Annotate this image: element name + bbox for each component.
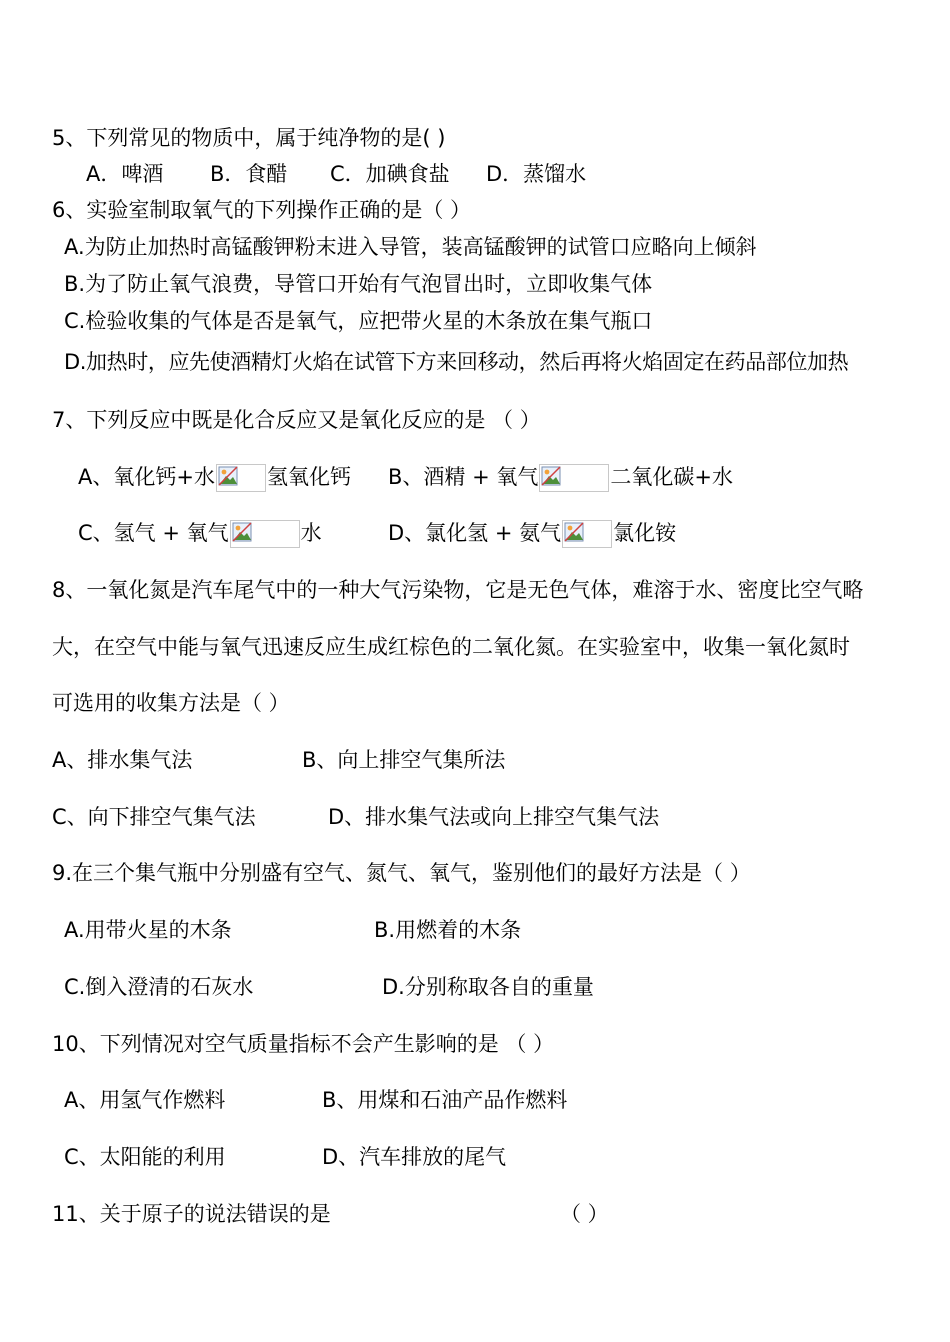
question-9-option-d: D.分别称取各自的重量 [382,975,594,999]
products-b: 二氧化碳+水 [610,465,733,489]
reactants-b: B、酒精 + 氧气 [388,465,539,489]
question-10-option-c: C、太阳能的利用 [64,1145,226,1169]
question-8-stem-line-1: 8、一氧化氮是汽车尾气中的一种大气污染物，它是无色气体，难溶于水、密度比空气略 [52,578,864,602]
question-8-stem-line-3: 可选用的收集方法是（ ） [52,691,290,715]
question-9-stem: 9.在三个集气瓶中分别盛有空气、氮气、氧气，鉴别他们的最好方法是（ ） [52,861,751,885]
question-8-option-d: D、排水集气法或向上排空气集气法 [328,805,660,829]
products-a: 氢氧化钙 [266,465,351,489]
question-5-option-c: C．加碘食盐 [330,162,450,186]
question-7-option-b [388,464,733,492]
reactants-d: D、氯化氢 + 氨气 [388,521,562,545]
question-9-option-a: A.用带火星的木条 [64,918,232,942]
reactants-a: A、氧化钙+水 [78,465,215,489]
question-8-option-b: B、向上排空气集所法 [302,748,506,772]
question-5-stem: 5、下列常见的物质中，属于纯净物的是( ) [52,126,446,150]
products-d: 氯化铵 [613,521,677,545]
broken-image-icon [230,520,300,548]
question-11-stem: 11、关于原子的说法错误的是 [52,1202,331,1226]
question-8-stem-line-2: 大，在空气中能与氧气迅速反应生成红棕色的二氧化氮。在实验室中，收集一氧化氮时 [52,635,850,659]
question-9-option-c: C.倒入澄清的石灰水 [64,975,254,999]
question-10-option-a: A、用氢气作燃料 [64,1088,226,1112]
question-6-option-b: B.为了防止氧气浪费，导管口开始有气泡冒出时，立即收集气体 [64,272,653,296]
products-c: 水 [300,521,322,545]
question-5-option-a: A．啤酒 [86,162,164,186]
question-6-stem: 6、实验室制取氧气的下列操作正确的是（ ） [52,198,472,222]
question-6-option-c: C.检验收集的气体是否是氧气，应把带火星的木条放在集气瓶口 [64,309,653,333]
question-10-option-b: B、用煤和石油产品作燃料 [322,1088,568,1112]
question-5-option-d: D．蒸馏水 [486,162,587,186]
question-7-option-d [388,520,676,548]
question-10-option-d: D、汽车排放的尾气 [322,1145,507,1169]
broken-image-icon [539,464,609,492]
question-10-stem: 10、下列情况对空气质量指标不会产生影响的是 （ ） [52,1032,555,1056]
broken-image-icon [216,464,266,492]
question-6-option-a: A.为防止加热时高锰酸钾粉末进入导管，装高锰酸钾的试管口应略向上倾斜 [64,235,757,259]
broken-image-icon [562,520,612,548]
question-9-option-b: B.用燃着的木条 [374,918,522,942]
question-7-stem: 7、下列反应中既是化合反应又是氧化反应的是 （ ） [52,408,541,432]
question-11-answer-paren: （ ） [560,1202,609,1226]
question-7-option-a [78,464,351,492]
question-8-option-a: A、排水集气法 [52,748,193,772]
question-5-option-b: B．食醋 [210,162,288,186]
question-6-option-d: D.加热时，应先使酒精灯火焰在试管下方来回移动，然后再将火焰固定在药品部位加热 [64,350,849,374]
question-7-option-c [78,520,322,548]
reactants-c: C、氢气 + 氧气 [78,521,229,545]
question-8-option-c: C、向下排空气集气法 [52,805,256,829]
